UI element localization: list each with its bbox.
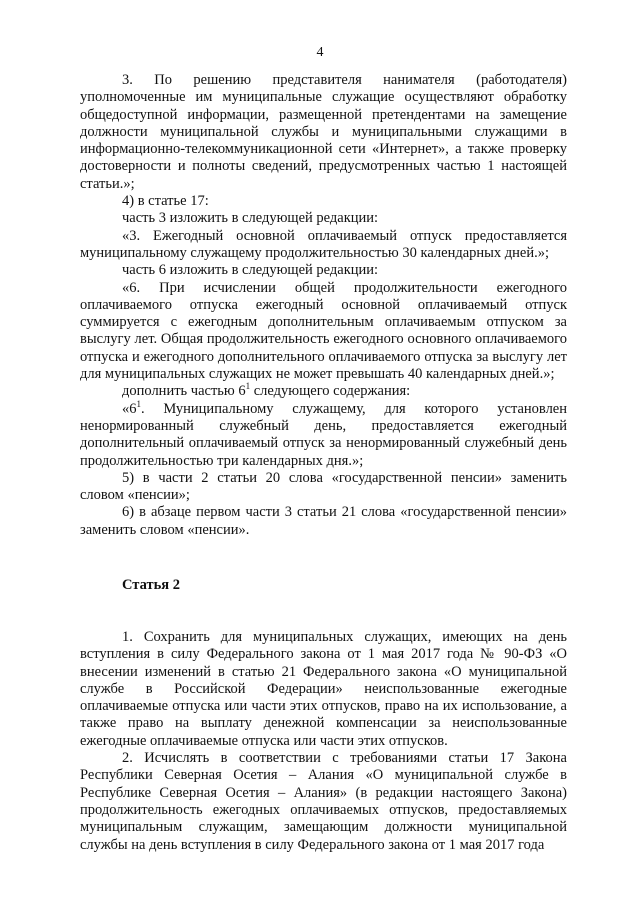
- item-4: 4) в статье 17:: [122, 193, 209, 210]
- article-2-paragraph-2: 2. Исчислять в соответствии с требованиями статьи 17 Закона Республики Северная Осетия – Алания «О муниципальной службе в Республике Северная Осетия – Алания» (в редакции настоящего Закона) продолжительность ежегодных оплачиваемых отпусков, предоставляемых муниципальным служащим, замещающим должности муниципальной службы на день вступления в силу Федерального закона от 1 мая 2017 года: [80, 750, 567, 853]
- article-2-text: [80, 629, 567, 854]
- page-number: 4: [316, 45, 324, 60]
- part-3-intro: часть 3 изложить в следующей редакции:: [122, 210, 379, 227]
- section-1-text: [80, 72, 567, 539]
- part-3-text: «3. Ежегодный основной оплачиваемый отпуск предоставляется муниципальному служащему продолжительностью 30 календарных дней.»;: [80, 227, 567, 261]
- article-2-paragraph-1: 1. Сохранить для муниципальных служащих, имеющих на день вступления в силу Федерального закона от 1 мая 2017 года № 90-ФЗ «О внесении изменений в статью 21 Федерального закона «О муниципальной службе в Российской Федерации» неиспользованные ежегодные оплачиваемые отпуска или части этих отпусков, право на их использование, а также право на выплату денежной компенсации за неиспользованные ежегодные оплачиваемые отпуска или части этих отпусков.: [80, 629, 567, 749]
- part-6-1-text: «$6^1$. Муниципальному служащему, для которого установлен ненормированный служебный день, предоставляется ежегодный дополнительный оплачиваемый отпуск за ненормированный служебный день продолжительностью три календарных дня.»;: [80, 398, 567, 469]
- add-part-6-1-intro: дополнить частью $6^1$ следующего содержания:: [122, 381, 411, 400]
- part-6-intro: часть 6 изложить в следующей редакции:: [122, 262, 379, 279]
- paragraph-3: 3. По решению представителя нанимателя (работодателя) уполномоченные им муниципальные служащие осуществляют обработку общедоступной информации, размещенной претендентами на замещение должности муниципальной службы и муниципальными служащими в информационно-телекоммуникационной сети «Интернет», а также проверку достоверности и полноты сведений, предусмотренных частью 1 настоящей статьи.»;: [80, 72, 567, 192]
- item-5: 5) в части 2 статьи 20 слова «государственной пенсии» заменить словом «пенсии»;: [80, 469, 567, 504]
- article-2-title: Статья 2: [122, 577, 180, 593]
- part-6-text: «6. При исчислении общей продолжительности ежегодного оплачиваемого отпуска ежегодный основной оплачиваемый отпуск суммируется с ежегодным дополнительным оплачиваемым отпуском за выслугу лет. Общая продолжительность ежегодного основного оплачиваемого отпуска и ежегодного дополнительного оплачиваемого отпуска за выслугу лет для муниципальных служащих не может превышать 40 календарных дней.»;: [80, 279, 567, 383]
- item-6: 6) в абзаце первом части 3 статьи 21 слова «государственной пенсии» заменить словом «пенсии».: [80, 504, 567, 538]
- article-2-heading-block: [80, 577, 567, 594]
